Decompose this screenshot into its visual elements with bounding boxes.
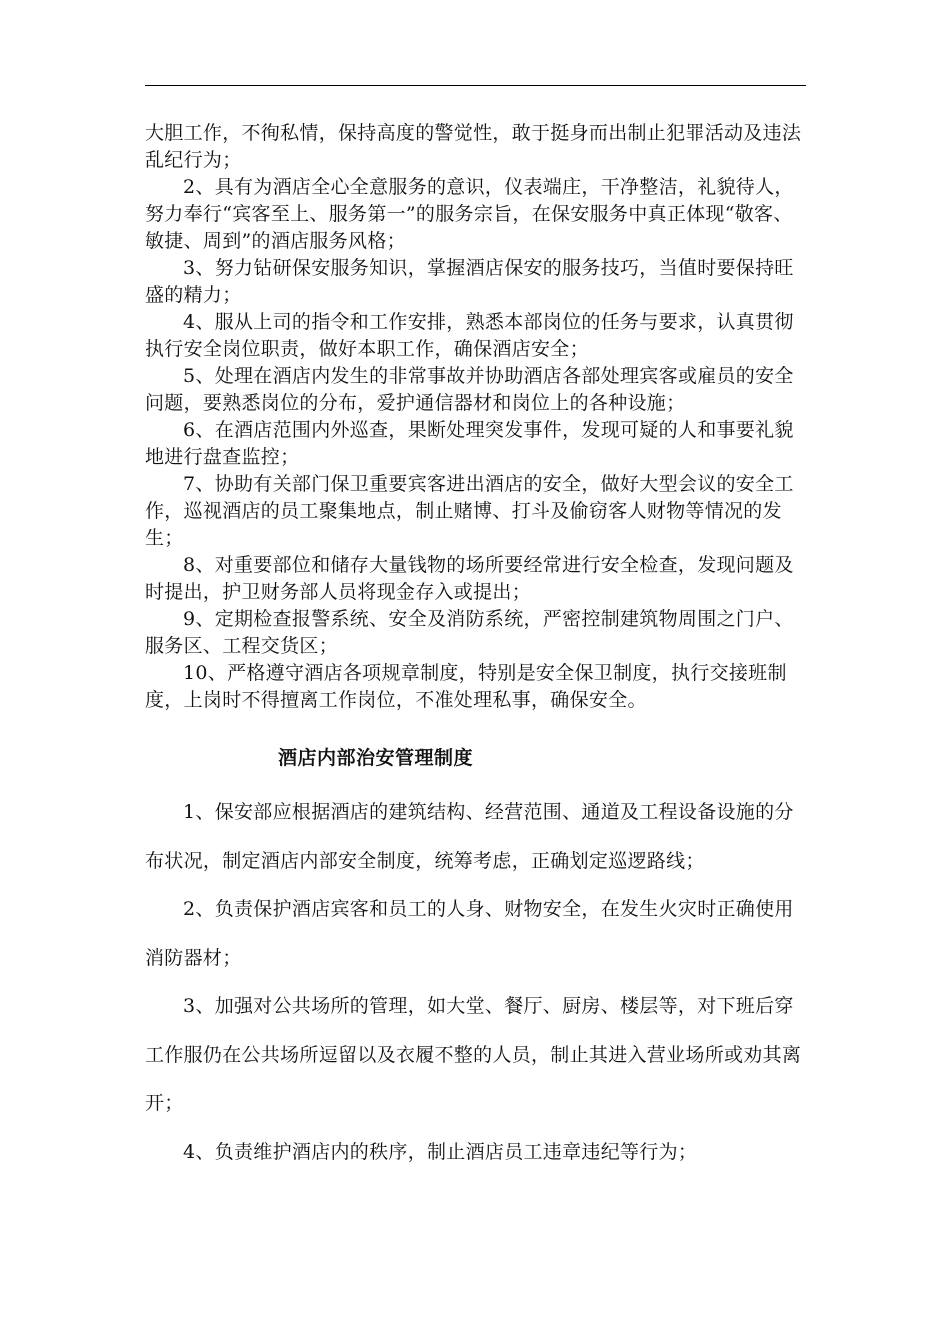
duty-item-5: 5、处理在酒店内发生的非常事故并协助酒店各部处理宾客或雇员的安全问题，要熟悉岗位的分布，爱护通信器材和岗位上的各种设施； <box>145 365 794 414</box>
duty-item-8: 8、对重要部位和储存大量钱物的场所要经常进行安全检查，发现问题及时提出，护卫财务部人员将现金存入或提出； <box>145 554 794 603</box>
duty-item-3: 3、努力钻研保安服务知识，掌握酒店保安的服务技巧，当值时要保持旺盛的精力； <box>145 257 794 306</box>
rule-item-4: 4、负责维护酒店内的秩序，制止酒店员工违章违纪等行为； <box>183 1140 698 1163</box>
duty-item-4: 4、服从上司的指令和工作安排，熟悉本部岗位的任务与要求，认真贯彻执行安全岗位职责，做好本职工作，确保酒店安全； <box>145 311 794 360</box>
duty-list <box>145 120 806 714</box>
paragraph-continuation: 大胆工作，不徇私情，保持高度的警觉性，敢于挺身而出制止犯罪活动及违法乱纪行为； <box>145 122 802 171</box>
duty-item-2: 2、具有为酒店全心全意服务的意识，仪表端庄，干净整洁，礼貌待人，努力奉行“宾客至上、服务第一”的服务宗旨，在保安服务中真正体现“敬客、敏捷、周到”的酒店服务风格； <box>145 176 794 252</box>
rule-item-1: 1、保安部应根据酒店的建筑结构、经营范围、通道及工程设备设施的分布状况，制定酒店内部安全制度，统筹考虑，正确划定巡逻路线； <box>145 801 794 872</box>
duty-item-9: 9、定期检查报警系统、安全及消防系统，严密控制建筑物周围之门户、服务区、工程交货区； <box>145 608 794 657</box>
duty-item-7: 7、协助有关部门保卫重要宾客进出酒店的安全，做好大型会议的安全工作，巡视酒店的员工聚集地点，制止赌博、打斗及偷窃客人财物等情况的发生； <box>145 473 794 549</box>
duty-item-10: 10、严格遵守酒店各项规章制度，特别是安全保卫制度，执行交接班制度，上岗时不得擅离工作岗位，不准处理私事，确保安全。 <box>145 662 787 711</box>
rule-item-3: 3、加强对公共场所的管理，如大堂、餐厅、厨房、楼层等，对下班后穿工作服仍在公共场所逗留以及衣履不整的人员，制止其进入营业场所或劝其离开； <box>145 995 802 1114</box>
rule-item-2: 2、负责保护酒店宾客和员工的人身、财物安全，在发生火灾时正确使用消防器材； <box>145 898 794 969</box>
section-title: 酒店内部治安管理制度 <box>278 747 474 769</box>
security-rules-list <box>145 788 806 1176</box>
duty-item-6: 6、在酒店范围内外巡查，果断处理突发事件，发现可疑的人和事要礼貌地进行盘查监控； <box>145 419 794 468</box>
header-rule <box>145 85 806 86</box>
